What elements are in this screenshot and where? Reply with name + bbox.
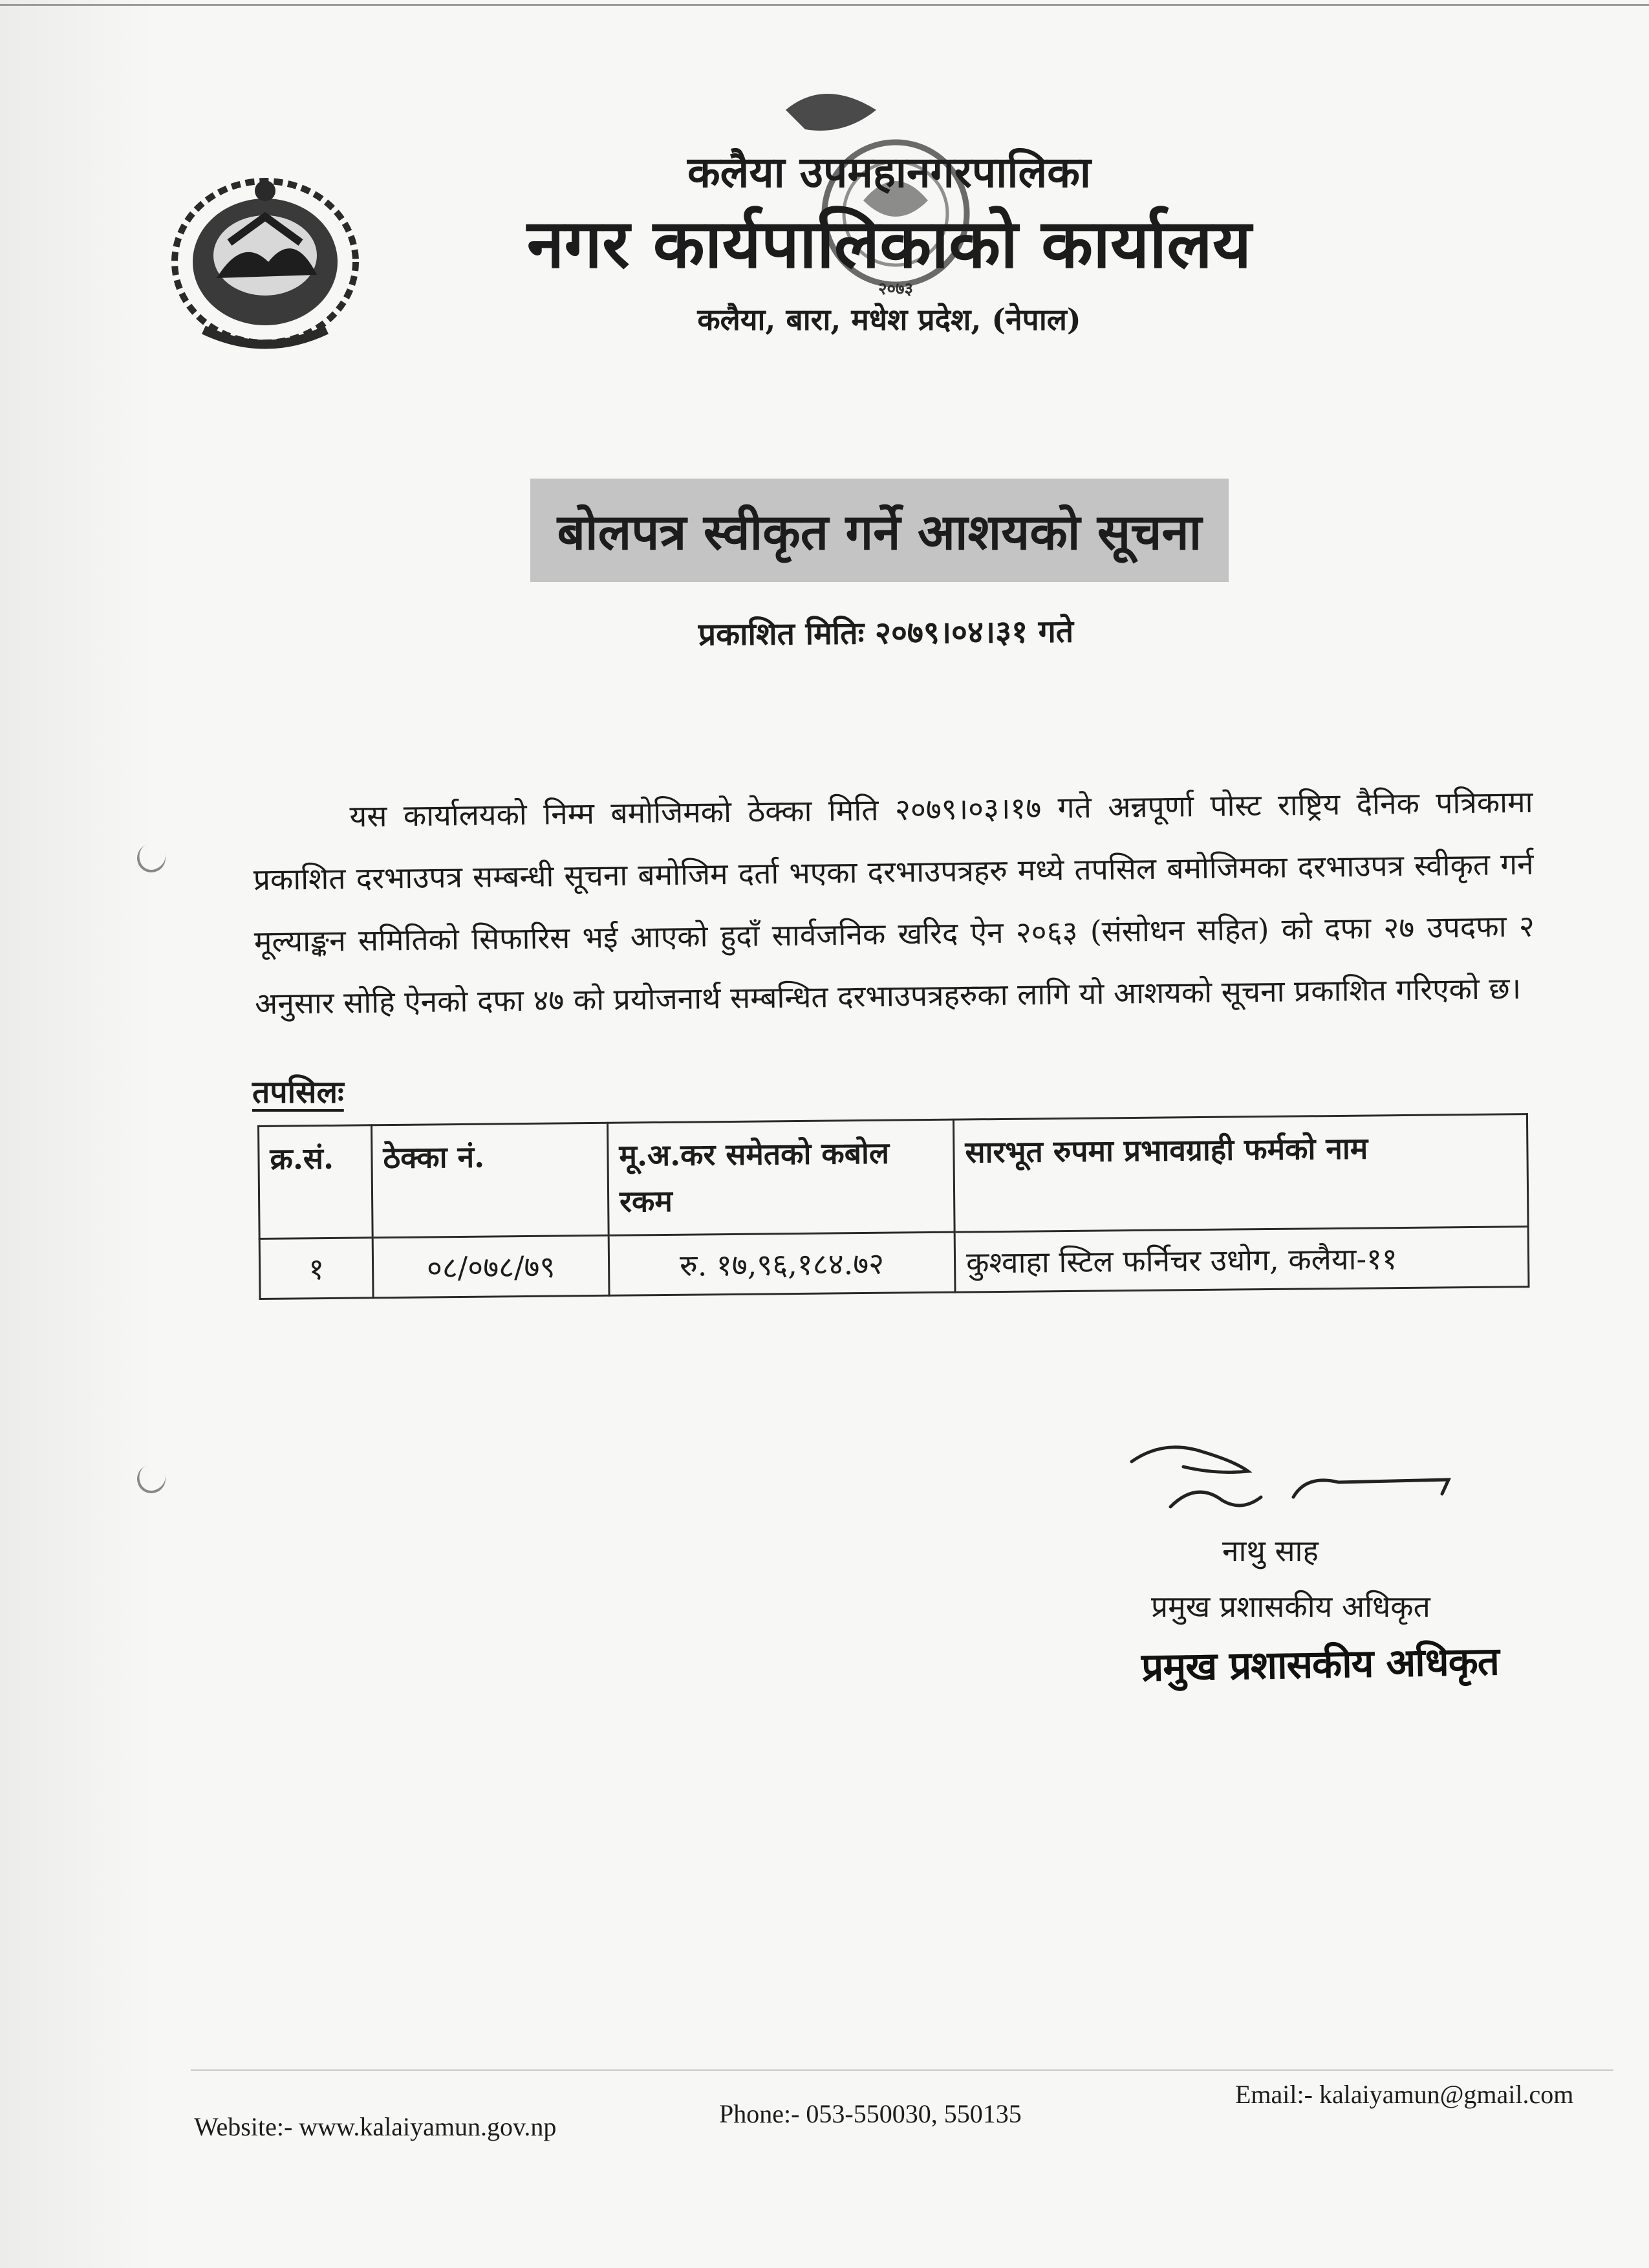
- footer-website: Website:- www.kalaiyamun.gov.np: [194, 2112, 557, 2141]
- cell-contract-no: ०८/०७८/७९: [372, 1235, 609, 1297]
- column-header-contract-no: ठेक्का नं.: [372, 1123, 609, 1237]
- government-emblem-icon: [165, 165, 365, 352]
- letterhead: [453, 149, 1326, 339]
- organization-name: कलैया उपमहानगरपालिका: [687, 147, 1092, 197]
- scan-shadow: [0, 0, 155, 2268]
- notice-body: यस कार्यालयको निम्म बमोजिमको ठेक्का मिति २०७९।०३।१७ गते अन्नपूर्णा पोस्ट राष्ट्रिय दैनिक पत्रिकामा प्रकाशित दरभाउपत्र सम्बन्धी सूचना बमोजिम दर्ता भएका दरभाउपत्रहरु मध्ये तपसिल बमोजिमका दरभाउपत्र स्वीकृत गर्न मूल्याङ्कन समितिको सिफारिस भई आएको हुदाँ सार्वजनिक खरिद ऐन २०६३ (संसोधन सहित) को दफा २७ उपदफा २ अनुसार सोहि ऐनको दफा ४७ को प्रयोजनार्थ सम्बन्धित दरभाउपत्रहरुका लागि यो आशयको सूचना प्रकाशित गरिएको छ।: [253, 784, 1535, 1021]
- handwritten-signature: [1112, 1436, 1474, 1520]
- notice-title: बोलपत्र स्वीकृत गर्ने आशयको सूचना: [557, 502, 1202, 561]
- column-header-bid-amount: मू.अ.कर समेतको कबोल रकम: [607, 1119, 954, 1235]
- details-heading: तपसिलः: [252, 1074, 344, 1110]
- footer-divider: [191, 2069, 1613, 2071]
- scan-edge-line: [0, 4, 1649, 6]
- table-header-row: [259, 1114, 1529, 1238]
- published-date: प्रकाशित मितिः २०७९।०४।३१ गते: [698, 613, 1074, 653]
- signatory-name: नाथु साह: [1222, 1533, 1319, 1568]
- contract-table: [257, 1113, 1529, 1299]
- cell-serial: १: [259, 1237, 373, 1299]
- office-address: कलैया, बारा, मधेश प्रदेश, (नेपाल): [697, 302, 1081, 338]
- cell-bid-amount: रु. १७,९६,१८४.७२: [609, 1232, 955, 1295]
- office-name: नगर कार्यपालिकाको कार्यालय: [526, 203, 1252, 283]
- column-header-firm-name: सारभूत रुपमा प्रभावग्राही फर्मको नाम: [953, 1114, 1528, 1232]
- cell-firm-name: कुश्वाहा स्टिल फर्निचर उधोग, कलैया-११: [954, 1226, 1529, 1292]
- column-header-serial: क्र.सं.: [259, 1125, 373, 1238]
- footer-phone: Phone:- 053-550030, 550135: [719, 2099, 1022, 2128]
- footer: [194, 2079, 1630, 2141]
- signatory-block: [1151, 1523, 1565, 1634]
- designation-stamp: प्रमुख प्रशासकीय अधिकृत: [1141, 1639, 1500, 1690]
- footer-email: Email:- kalaiyamun@gmail.com: [1235, 2080, 1574, 2109]
- seal-year: २०७३: [878, 279, 914, 299]
- signatory-title: प्रमुख प्रशासकीय अधिकृत: [1151, 1589, 1430, 1624]
- table-row: [259, 1226, 1529, 1299]
- notice-title-banner: [530, 479, 1229, 582]
